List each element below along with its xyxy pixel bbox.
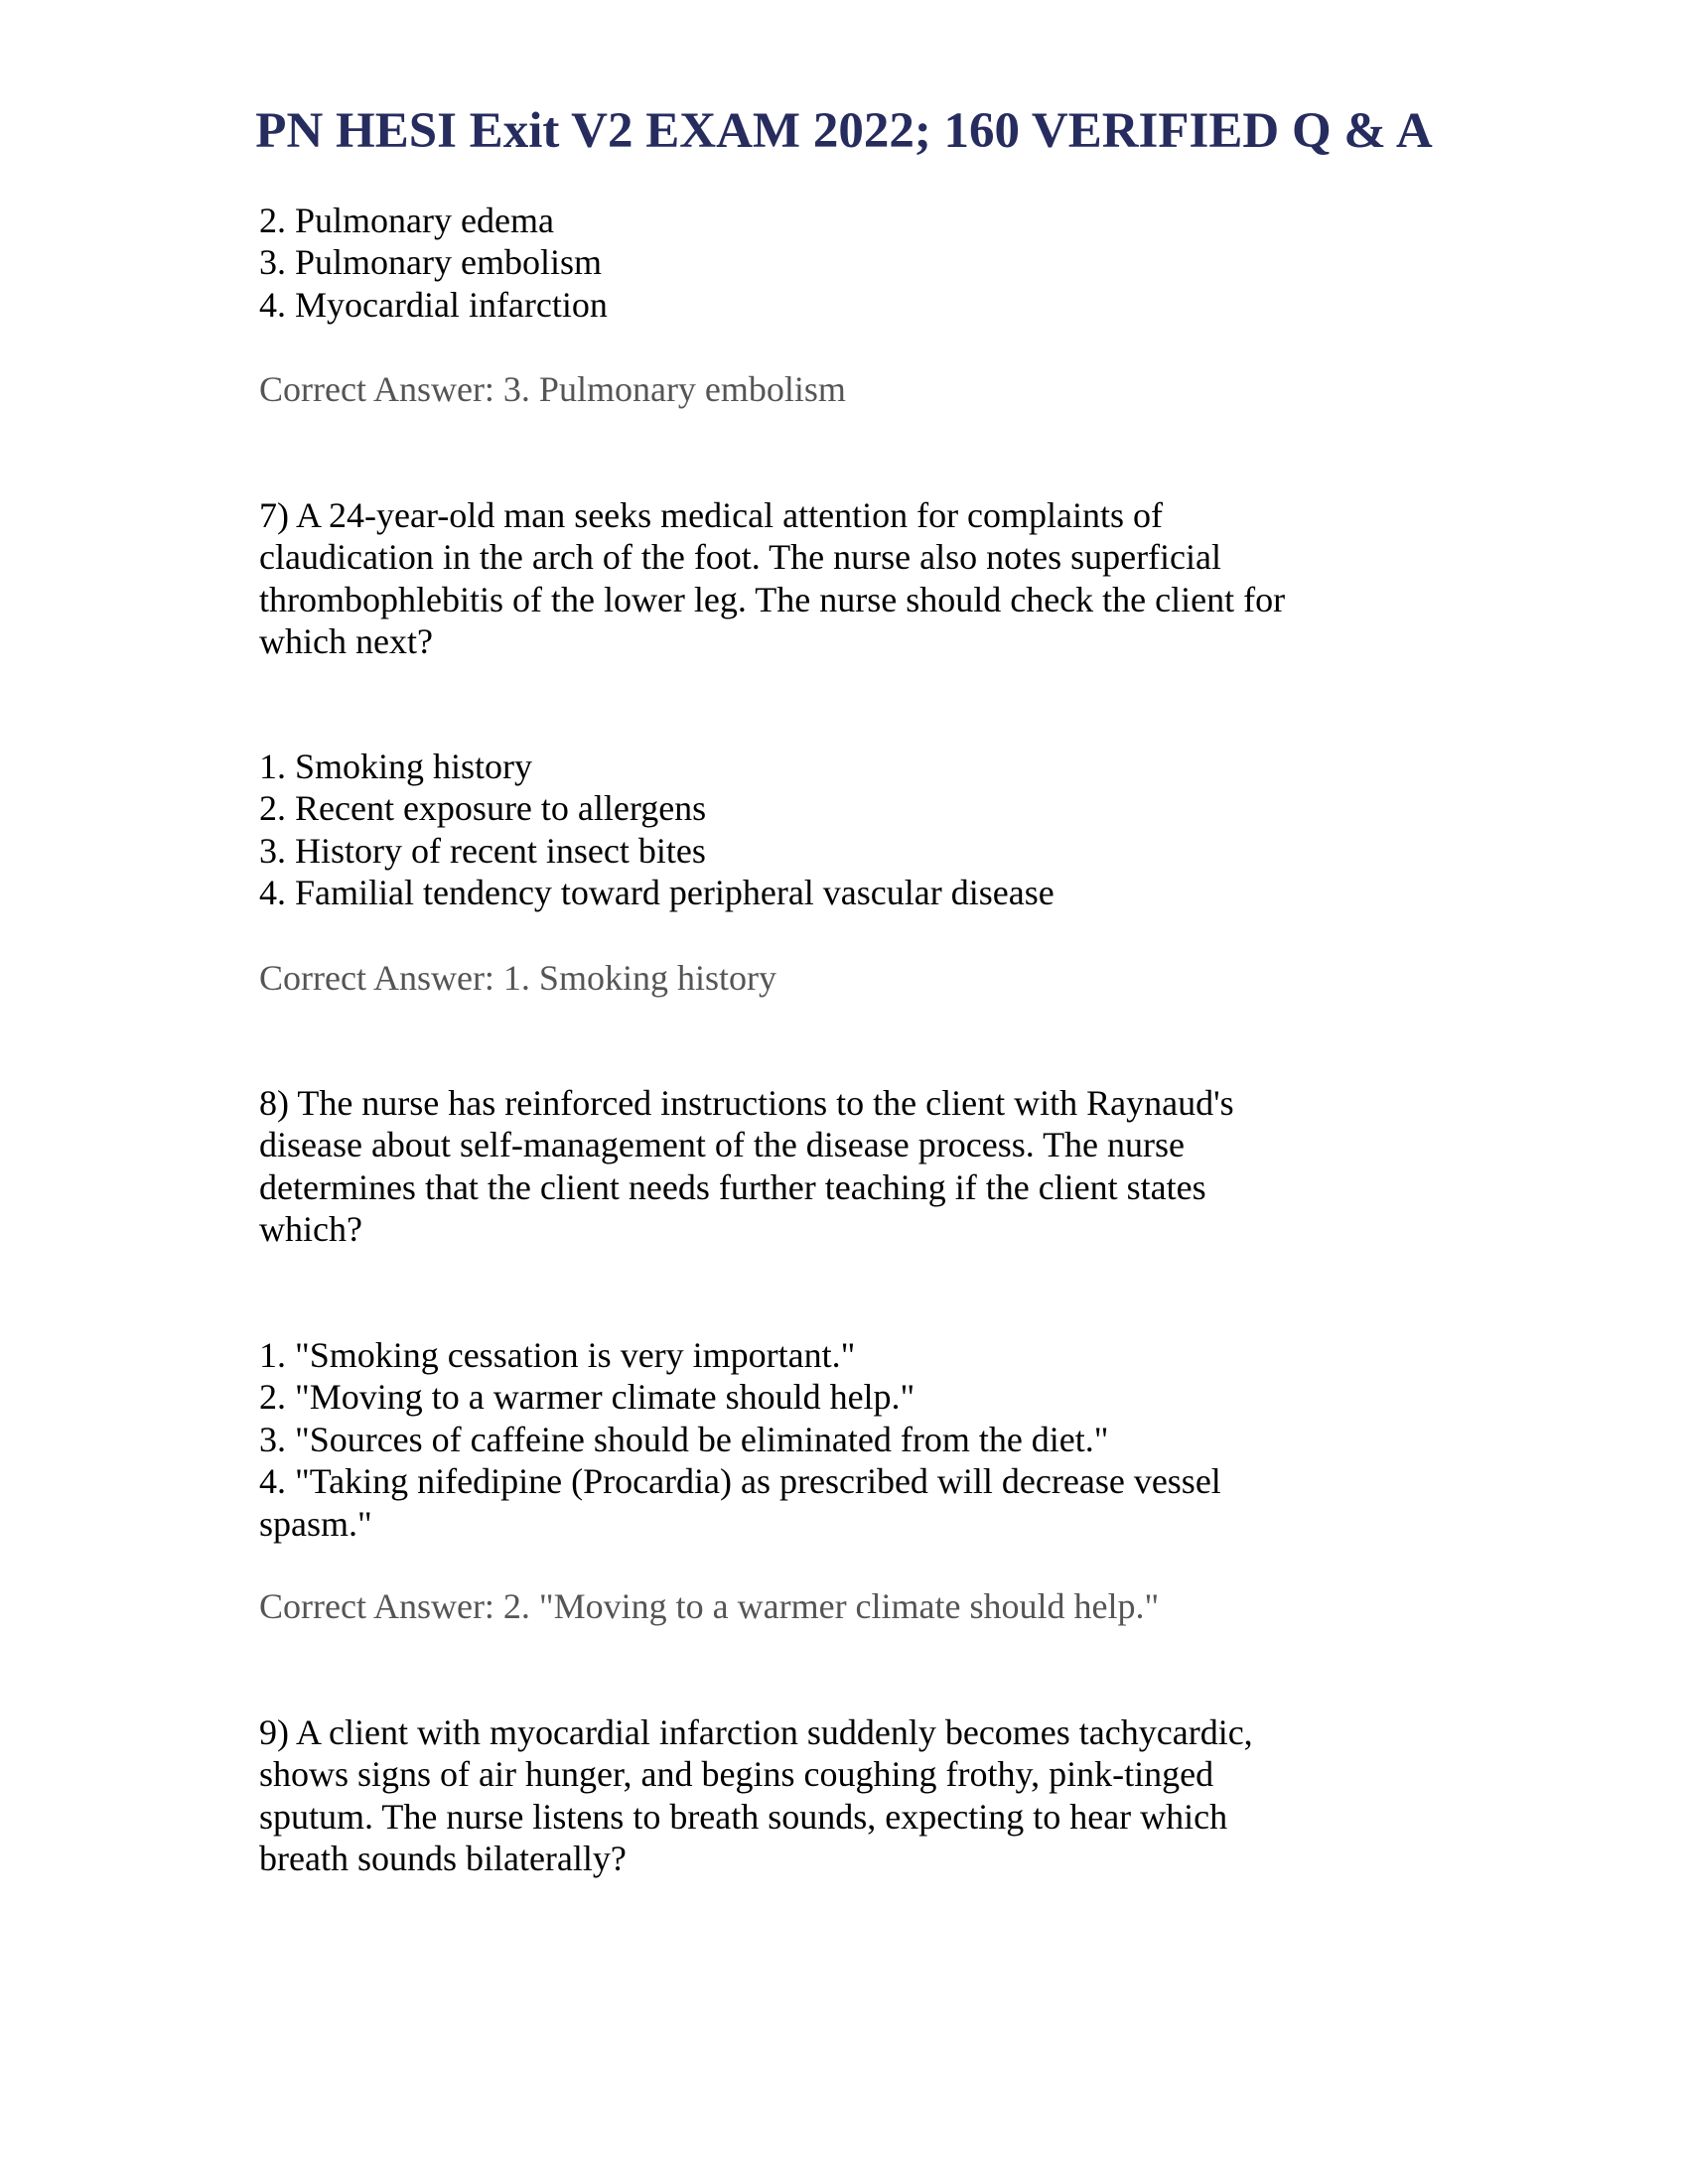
option: 1. "Smoking cessation is very important." <box>259 1335 856 1375</box>
question-line: 8) The nurse has reinforced instructions to the client with Raynaud's <box>259 1083 1234 1123</box>
question-line: breath sounds bilaterally? <box>259 1839 627 1879</box>
q8-question <box>259 1082 1234 1251</box>
q6-options <box>259 200 608 326</box>
q8-correct-answer: Correct Answer: 2. "Moving to a warmer climate should help." <box>259 1586 1160 1626</box>
option: 4. Myocardial infarction <box>259 284 608 325</box>
document-title: PN HESI Exit V2 EXAM 2022; 160 VERIFIED Q & A <box>255 103 1433 159</box>
q9-question <box>259 1711 1253 1880</box>
option: 3. Pulmonary embolism <box>259 242 602 283</box>
option: 1. Smoking history <box>259 747 533 786</box>
question-line: sputum. The nurse listens to breath sounds, expecting to hear which <box>259 1796 1228 1837</box>
question-line: which next? <box>259 621 433 662</box>
option: 3. History of recent insect bites <box>259 830 706 871</box>
q7-question <box>259 494 1285 663</box>
q7-correct-answer: Correct Answer: 1. Smoking history <box>259 958 776 998</box>
question-line: determines that the client needs further teaching if the client states <box>259 1166 1206 1207</box>
q8-options <box>259 1334 1221 1545</box>
question-line: which? <box>259 1209 362 1250</box>
question-line: claudication in the arch of the foot. The nurse also notes superficial <box>259 537 1222 578</box>
question-line: thrombophlebitis of the lower leg. The nurse should check the client for <box>259 579 1286 619</box>
question-line: disease about self-management of the disease process. The nurse <box>259 1125 1186 1165</box>
question-line: shows signs of air hunger, and begins coughing frothy, pink-tinged <box>259 1754 1214 1795</box>
question-line: 9) A client with myocardial infarction suddenly becomes tachycardic, <box>259 1712 1253 1752</box>
option: 2. Pulmonary edema <box>259 201 554 240</box>
option: 4. "Taking nifedipine (Procardia) as prescribed will decrease vessel <box>259 1461 1221 1502</box>
option: spasm." <box>259 1503 372 1544</box>
option: 4. Familial tendency toward peripheral vascular disease <box>259 873 1055 913</box>
q7-options <box>259 746 1055 914</box>
question-line: 7) A 24-year-old man seeks medical attention for complaints of <box>259 495 1164 535</box>
option: 2. "Moving to a warmer climate should help." <box>259 1377 915 1418</box>
q6-correct-answer: Correct Answer: 3. Pulmonary embolism <box>259 369 846 409</box>
option: 2. Recent exposure to allergens <box>259 788 707 829</box>
option: 3. "Sources of caffeine should be eliminated from the diet." <box>259 1419 1109 1459</box>
